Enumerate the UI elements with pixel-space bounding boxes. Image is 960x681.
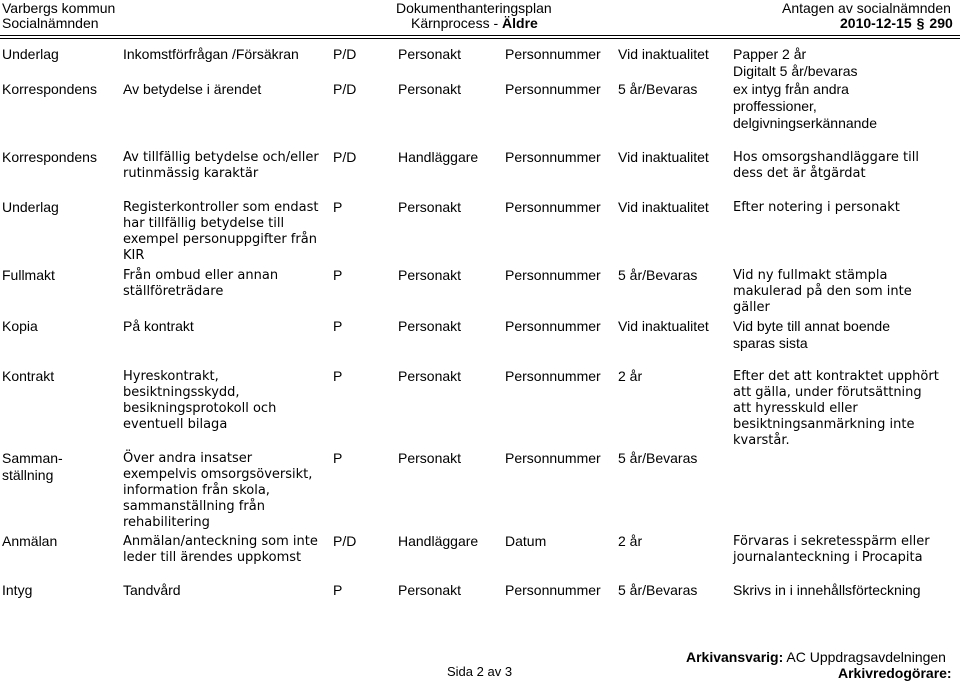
archive-responsible-value: AC Uppdragsavdelningen xyxy=(786,649,946,665)
cell-storage: Personakt xyxy=(398,368,462,384)
cell-storage: Personakt xyxy=(398,267,462,283)
cell-type: Anmälan xyxy=(2,533,58,549)
cell-storage: Personakt xyxy=(398,582,462,598)
cell-type: Intyg xyxy=(2,582,33,598)
cell-note: Skrivs in i innehållsförteckning xyxy=(733,582,921,598)
cell-type: Fullmakt xyxy=(2,267,55,283)
header-rule-top xyxy=(0,35,960,36)
cell-retention: Vid inaktualitet xyxy=(618,199,709,215)
cell-medium: P/D xyxy=(333,149,357,165)
cell-note: Förvaras i sekretesspärm eller journalanteckning i Procapita xyxy=(733,534,930,565)
cell-description: Hyreskontrakt, besiktningsskydd, besikningsprotokoll och eventuell bilaga xyxy=(123,369,277,432)
cell-medium: P/D xyxy=(333,533,357,549)
cell-medium: P xyxy=(333,450,343,466)
adoption-date: 2010-12-15 xyxy=(840,15,912,31)
cell-type: Kopia xyxy=(2,318,38,334)
cell-retention: Vid inaktualitet xyxy=(618,46,709,62)
cell-note: Papper 2 år Digitalt 5 år/bevaras xyxy=(733,46,858,79)
cell-note: ex intyg från andra proffessioner, delgivningserkännande xyxy=(733,81,877,131)
page-number: Sida 2 av 3 xyxy=(447,664,513,679)
cell-description: Från ombud eller annan ställföreträdare xyxy=(123,268,279,299)
cell-note: Hos omsorgshandläggare till dess det är åtgärdat xyxy=(733,150,919,181)
cell-description: Tandvård xyxy=(123,582,181,598)
cell-medium: P xyxy=(333,318,343,334)
cell-type: Korrespondens xyxy=(2,81,97,97)
cell-medium: P xyxy=(333,582,343,598)
cell-type: Kontrakt xyxy=(2,368,55,384)
archive-creator-label: Arkivredogörare: xyxy=(838,665,952,681)
cell-note: Vid ny fullmakt stämpla makulerad på den som inte gäller xyxy=(733,268,912,315)
cell-medium: P xyxy=(333,199,343,215)
cell-description: På kontrakt xyxy=(123,318,194,334)
cell-type: Korrespondens xyxy=(2,149,97,165)
cell-sorting: Personnummer xyxy=(505,81,601,97)
cell-sorting: Personnummer xyxy=(505,267,601,283)
cell-storage: Handläggare xyxy=(398,533,479,549)
cell-note: Efter det att kontraktet upphört att gälla, under förutsättning att hyresskuld eller besiktningsanmärkning inte kvarstår. xyxy=(733,369,939,448)
cell-retention: Vid inaktualitet xyxy=(618,318,709,334)
process-prefix: Kärnprocess - xyxy=(411,15,503,31)
section-sign-icon: § xyxy=(916,15,925,31)
cell-retention: 2 år xyxy=(618,533,643,549)
cell-storage: Personakt xyxy=(398,318,462,334)
cell-medium: P xyxy=(333,267,343,283)
cell-description: Anmälan/anteckning som inte leder till ärendes uppkomst xyxy=(123,534,318,565)
paragraph-number: 290 xyxy=(929,15,953,31)
cell-retention: 5 år/Bevaras xyxy=(618,450,698,466)
cell-medium: P/D xyxy=(333,46,357,62)
cell-type: Underlag xyxy=(2,199,59,215)
archive-responsible xyxy=(686,649,946,665)
cell-sorting: Personnummer xyxy=(505,450,601,466)
cell-retention: Vid inaktualitet xyxy=(618,149,709,165)
cell-sorting: Personnummer xyxy=(505,582,601,598)
cell-storage: Personakt xyxy=(398,81,462,97)
cell-storage: Personakt xyxy=(398,46,462,62)
adoption-date-ref xyxy=(840,15,953,31)
cell-type: Samman- ställning xyxy=(2,450,63,483)
header-rule-bottom xyxy=(0,38,960,39)
cell-sorting: Personnummer xyxy=(505,318,601,334)
cell-sorting: Datum xyxy=(505,533,547,549)
cell-sorting: Personnummer xyxy=(505,149,601,165)
cell-retention: 5 år/Bevaras xyxy=(618,267,698,283)
document-type: Dokumenthanteringsplan xyxy=(396,0,552,16)
cell-storage: Handläggare xyxy=(398,149,479,165)
process-name: Äldre xyxy=(502,15,538,31)
cell-storage: Personakt xyxy=(398,450,462,466)
cell-description: Av betydelse i ärendet xyxy=(123,81,262,97)
adopted-by: Antagen av socialnämnden xyxy=(782,0,951,16)
cell-sorting: Personnummer xyxy=(505,46,601,62)
cell-storage: Personakt xyxy=(398,199,462,215)
department-name: Socialnämnden xyxy=(2,15,99,31)
cell-description: Över andra insatser exempelvis omsorgsöversikt, information från skola, sammanställning från rehabilitering xyxy=(123,451,313,530)
cell-medium: P xyxy=(333,368,343,384)
cell-retention: 5 år/Bevaras xyxy=(618,81,698,97)
archive-responsible-label: Arkivansvarig: xyxy=(686,649,784,665)
cell-sorting: Personnummer xyxy=(505,199,601,215)
cell-note: Efter notering i personakt xyxy=(733,200,900,215)
cell-description: Registerkontroller som endast har tillfällig betydelse till exempel personuppgifter från KIR xyxy=(123,200,319,263)
cell-note: Vid byte till annat boende sparas sista xyxy=(733,318,890,351)
cell-sorting: Personnummer xyxy=(505,368,601,384)
cell-description: Av tillfällig betydelse och/eller rutinmässig karaktär xyxy=(123,150,319,181)
org-name: Varbergs kommun xyxy=(2,0,116,16)
cell-medium: P/D xyxy=(333,81,357,97)
cell-retention: 5 år/Bevaras xyxy=(618,582,698,598)
cell-description: Inkomstförfrågan /Försäkran xyxy=(123,46,299,62)
cell-type: Underlag xyxy=(2,46,59,62)
cell-retention: 2 år xyxy=(618,368,643,384)
process-title xyxy=(411,15,538,31)
